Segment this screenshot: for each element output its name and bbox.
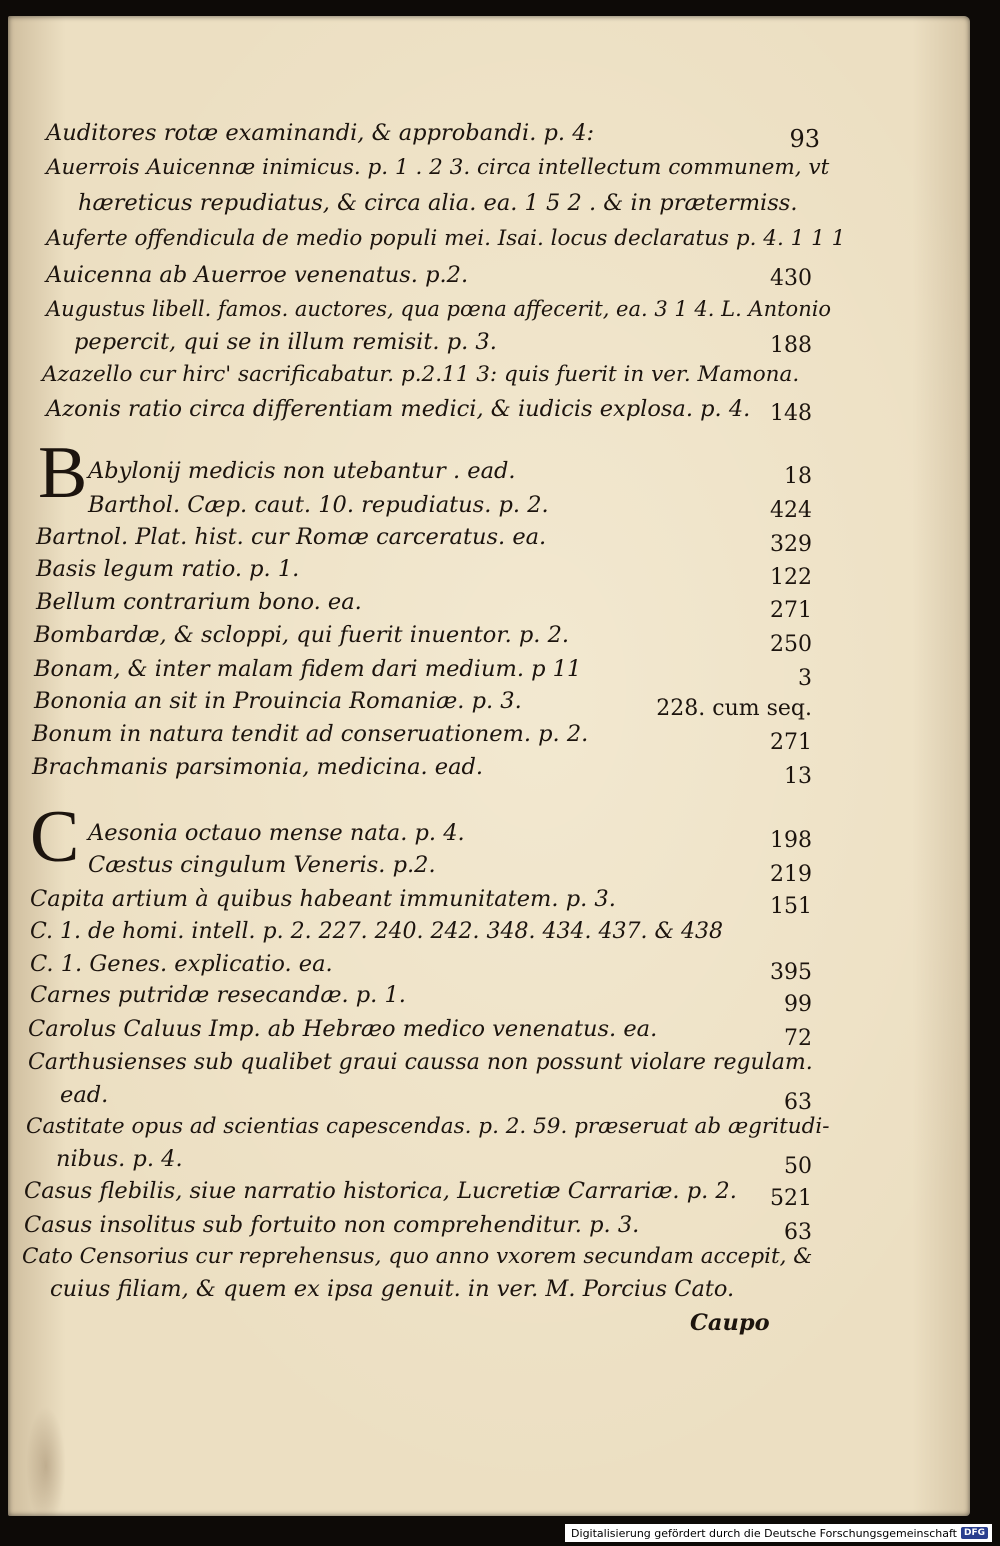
credit-text: Digitalisierung gefördert durch die Deutsche Forschungsgemeinschaft: [571, 1526, 957, 1540]
index-page-ref: 271: [770, 598, 812, 623]
index-page-ref: 63: [784, 1220, 812, 1245]
index-entry: Bombardæ, & scloppi, qui fuerit inuentor. p. 2.: [34, 622, 570, 648]
index-entry: Carthusienses sub qualibet graui caussa non possunt violare regulam.: [28, 1050, 813, 1075]
index-entry-continuation: nibus. p. 4.: [56, 1146, 183, 1172]
index-entry-continuation: ead.: [60, 1082, 109, 1108]
index-entry-continuation: cuius filiam, & quem ex ipsa genuit. in ver. M. Porcius Cato.: [50, 1276, 735, 1302]
index-page-ref: 122: [770, 565, 812, 590]
index-entry: Barthol. Cæp. caut. 10. repudiatus. p. 2.: [88, 492, 549, 518]
index-entry: Auicenna ab Auerroe venenatus. p.2.: [46, 262, 469, 288]
index-page-ref: 151: [770, 894, 812, 919]
index-page-ref: 188: [770, 333, 812, 358]
book-page: [8, 16, 970, 1516]
section-initial: B: [38, 432, 88, 514]
index-entry: Carolus Caluus Imp. ab Hebræo medico venenatus. ea.: [28, 1016, 658, 1042]
index-entry-continuation: pepercit, qui se in illum remisit. p. 3.: [74, 329, 497, 355]
index-entry: C. 1. Genes. explicatio. ea.: [30, 951, 333, 977]
index-entry: Azonis ratio circa differentiam medici, & iudicis explosa. p. 4.: [46, 396, 751, 422]
index-entry: Bonam, & inter malam fidem dari medium. p 11: [34, 656, 582, 682]
index-page-ref: 521: [770, 1186, 812, 1211]
digitization-credit: [565, 1524, 992, 1542]
index-entry: Bonum in natura tendit ad conseruationem. p. 2.: [32, 721, 589, 747]
index-entry: Castitate opus ad scientias capescendas. p. 2. 59. præseruat ab ægritudi-: [26, 1114, 830, 1139]
index-entry: Bellum contrarium bono. ea.: [36, 589, 362, 615]
index-page-ref: 50: [784, 1154, 812, 1179]
index-page-ref: 250: [770, 632, 812, 657]
index-entry: Azazello cur hirc' sacrificabatur. p.2.11 3: quis fuerit in ver. Mamona.: [42, 362, 800, 387]
index-entry: Auferte offendicula de medio populi mei. Isai. locus declaratus p. 4. 1 1 1: [46, 226, 846, 251]
index-entry: Abylonij medicis non utebantur . ead.: [88, 458, 516, 484]
index-page-ref: 228. cum seq.: [656, 696, 812, 721]
index-entry: C. 1. de homi. intell. p. 2. 227. 240. 242. 348. 434. 437. & 438: [30, 919, 724, 944]
index-page-ref: 395: [770, 960, 812, 985]
section-initial: C: [30, 796, 80, 878]
index-page-ref: 72: [784, 1026, 812, 1051]
index-page-ref: 13: [784, 764, 812, 789]
index-entry: Auerrois Auicennæ inimicus. p. 1 . 2 3. circa intellectum communem, vt: [46, 155, 830, 180]
index-entry: Carnes putridæ resecandæ. p. 1.: [30, 982, 406, 1008]
index-entry: Casus flebilis, siue narratio historica, Lucretiæ Carrariæ. p. 2.: [24, 1178, 737, 1204]
index-entry: Bartnol. Plat. hist. cur Romæ carceratus. ea.: [36, 524, 547, 550]
index-page-ref: 271: [770, 730, 812, 755]
index-entry: Capita artium à quibus habeant immunitatem. p. 3.: [30, 886, 616, 912]
index-entry: Aesonia octauo mense nata. p. 4.: [88, 820, 465, 846]
index-page-ref: 424: [770, 498, 812, 523]
catchword: Caupo: [690, 1310, 770, 1336]
dfg-logo: DFG: [961, 1527, 988, 1539]
index-entry-continuation: hæreticus repudiatus, & circa alia. ea. 1 5 2 . & in prætermiss.: [78, 190, 798, 216]
index-entry: Cæstus cingulum Veneris. p.2.: [88, 852, 436, 878]
index-page-ref: 219: [770, 862, 812, 887]
index-entry: Augustus libell. famos. auctores, qua pœna affecerit, ea. 3 1 4. L. Antonio: [46, 297, 832, 321]
page-number: 93: [789, 125, 820, 153]
index-entry: Bononia an sit in Prouincia Romaniæ. p. 3.: [34, 688, 522, 714]
index-entry: Basis legum ratio. p. 1.: [36, 556, 300, 582]
index-page-ref: 329: [770, 532, 812, 557]
index-page-ref: 63: [784, 1090, 812, 1115]
index-entry: Cato Censorius cur reprehensus, quo anno vxorem secundam accepit, &: [22, 1244, 813, 1269]
index-entry: Casus insolitus sub fortuito non comprehenditur. p. 3.: [24, 1212, 640, 1238]
index-entry: Auditores rotæ examinandi, & approbandi. p. 4:: [46, 120, 595, 146]
index-page-ref: 148: [770, 401, 812, 426]
index-page-ref: 430: [770, 266, 812, 291]
index-entry: Brachmanis parsimonia, medicina. ead.: [32, 754, 484, 780]
index-page-ref: 99: [784, 992, 812, 1017]
index-page-ref: 3: [798, 666, 812, 691]
index-page-ref: 198: [770, 828, 812, 853]
index-page-ref: 18: [784, 464, 812, 489]
page-stain: [26, 1406, 66, 1516]
